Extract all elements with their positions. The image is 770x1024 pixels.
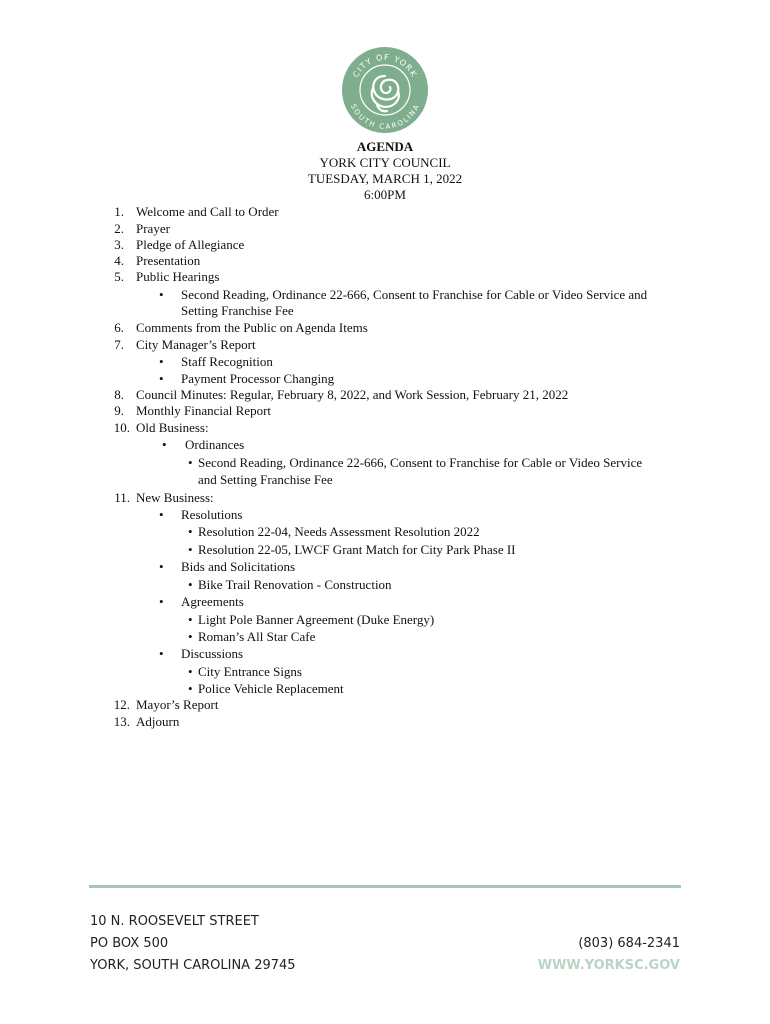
sub-item-text: Resolution 22-04, Needs Assessment Resolution 2022 bbox=[198, 524, 480, 539]
sub-item-text: Second Reading, Ordinance 22-666, Consent to Franchise for Cable or Video Service bbox=[198, 455, 643, 470]
item-text: Council Minutes: Regular, February 8, 2022, and Work Session, February 21, 2022 bbox=[136, 387, 569, 402]
bullet-icon: • bbox=[188, 524, 193, 539]
bullet-icon: • bbox=[159, 559, 164, 574]
street-address: 10 N. ROOSEVELT STREET bbox=[90, 914, 259, 929]
bullet-icon: • bbox=[188, 681, 193, 696]
po-box: PO BOX 500 bbox=[90, 936, 169, 951]
item-text: Welcome and Call to Order bbox=[136, 204, 279, 219]
item-text: Presentation bbox=[136, 253, 201, 268]
seal-bottom-text: SOUTH CAROLINA bbox=[348, 102, 422, 131]
bullet-icon: • bbox=[188, 542, 193, 557]
sub-item-text: Agreements bbox=[181, 594, 244, 609]
bullet-icon: • bbox=[159, 287, 164, 302]
item-number: 9. bbox=[114, 403, 124, 418]
item-text: Public Hearings bbox=[136, 269, 220, 284]
sub-item-text: Bids and Solicitations bbox=[181, 559, 296, 574]
item-text: Pledge of Allegiance bbox=[136, 237, 245, 252]
council-name: YORK CITY COUNCIL bbox=[319, 155, 451, 170]
bullet-icon: • bbox=[188, 612, 193, 627]
phone-number: (803) 684-2341 bbox=[578, 936, 680, 951]
bullet-icon: • bbox=[159, 507, 164, 522]
item-text: New Business: bbox=[136, 490, 214, 505]
bullet-icon: • bbox=[159, 646, 164, 661]
item-text: Prayer bbox=[136, 221, 170, 236]
bullet-icon: • bbox=[188, 664, 193, 679]
sub-item-text: and Setting Franchise Fee bbox=[198, 472, 333, 487]
sub-item-text: Setting Franchise Fee bbox=[181, 303, 294, 318]
sub-item-text: Staff Recognition bbox=[181, 354, 273, 369]
bullet-icon: • bbox=[162, 437, 167, 452]
seal-top-text: CITY OF YORK bbox=[351, 52, 419, 80]
item-number: 11. bbox=[114, 490, 130, 505]
website-link[interactable]: WWW.YORKSC.GOV bbox=[537, 958, 680, 973]
sub-item-text: Discussions bbox=[181, 646, 244, 661]
item-text: City Manager’s Report bbox=[136, 337, 256, 352]
item-text: Monthly Financial Report bbox=[136, 403, 272, 418]
item-number: 13. bbox=[113, 714, 130, 729]
item-number: 5. bbox=[114, 269, 124, 284]
meeting-time: 6:00PM bbox=[364, 187, 406, 202]
item-text: Comments from the Public on Agenda Items bbox=[136, 320, 368, 335]
footer-contact bbox=[538, 936, 680, 974]
sub-item-text: City Entrance Signs bbox=[198, 664, 302, 679]
sub-item-text: Second Reading, Ordinance 22-666, Consent to Franchise for Cable or Video Service and bbox=[181, 287, 648, 302]
item-number: 6. bbox=[114, 320, 124, 335]
bullet-icon: • bbox=[188, 629, 193, 644]
meeting-date: TUESDAY, MARCH 1, 2022 bbox=[307, 171, 463, 186]
bullet-icon: • bbox=[159, 354, 164, 369]
sub-item-text: Ordinances bbox=[185, 437, 245, 452]
bullet-icon: • bbox=[188, 455, 193, 470]
sub-item-text: Payment Processor Changing bbox=[181, 371, 335, 386]
bullet-icon: • bbox=[159, 371, 164, 386]
item-text: Mayor’s Report bbox=[136, 697, 219, 712]
footer-address bbox=[90, 914, 296, 974]
agenda-title: AGENDA bbox=[356, 139, 414, 154]
item-number: 3. bbox=[114, 237, 124, 252]
item-number: 1. bbox=[114, 204, 124, 219]
city-state-zip: YORK, SOUTH CAROLINA 29745 bbox=[90, 958, 296, 973]
item-number: 7. bbox=[114, 337, 124, 352]
bullet-icon: • bbox=[159, 594, 164, 609]
item-text: Adjourn bbox=[136, 714, 180, 729]
item-text: Old Business: bbox=[136, 420, 209, 435]
item-number: 8. bbox=[114, 387, 124, 402]
item-number: 10. bbox=[113, 420, 130, 435]
footer-divider bbox=[89, 885, 681, 888]
bullet-icon: • bbox=[188, 577, 193, 592]
sub-item-text: Light Pole Banner Agreement (Duke Energy) bbox=[198, 612, 435, 627]
item-number: 12. bbox=[113, 697, 130, 712]
item-number: 2. bbox=[114, 221, 124, 236]
sub-item-text: Roman’s All Star Cafe bbox=[198, 629, 316, 644]
sub-item-text: Bike Trail Renovation - Construction bbox=[198, 577, 392, 592]
sub-item-text: Resolutions bbox=[181, 507, 243, 522]
sub-item-text: Police Vehicle Replacement bbox=[198, 681, 344, 696]
sub-item-text: Resolution 22-05, LWCF Grant Match for City Park Phase II bbox=[198, 542, 516, 557]
item-number: 4. bbox=[114, 253, 124, 268]
